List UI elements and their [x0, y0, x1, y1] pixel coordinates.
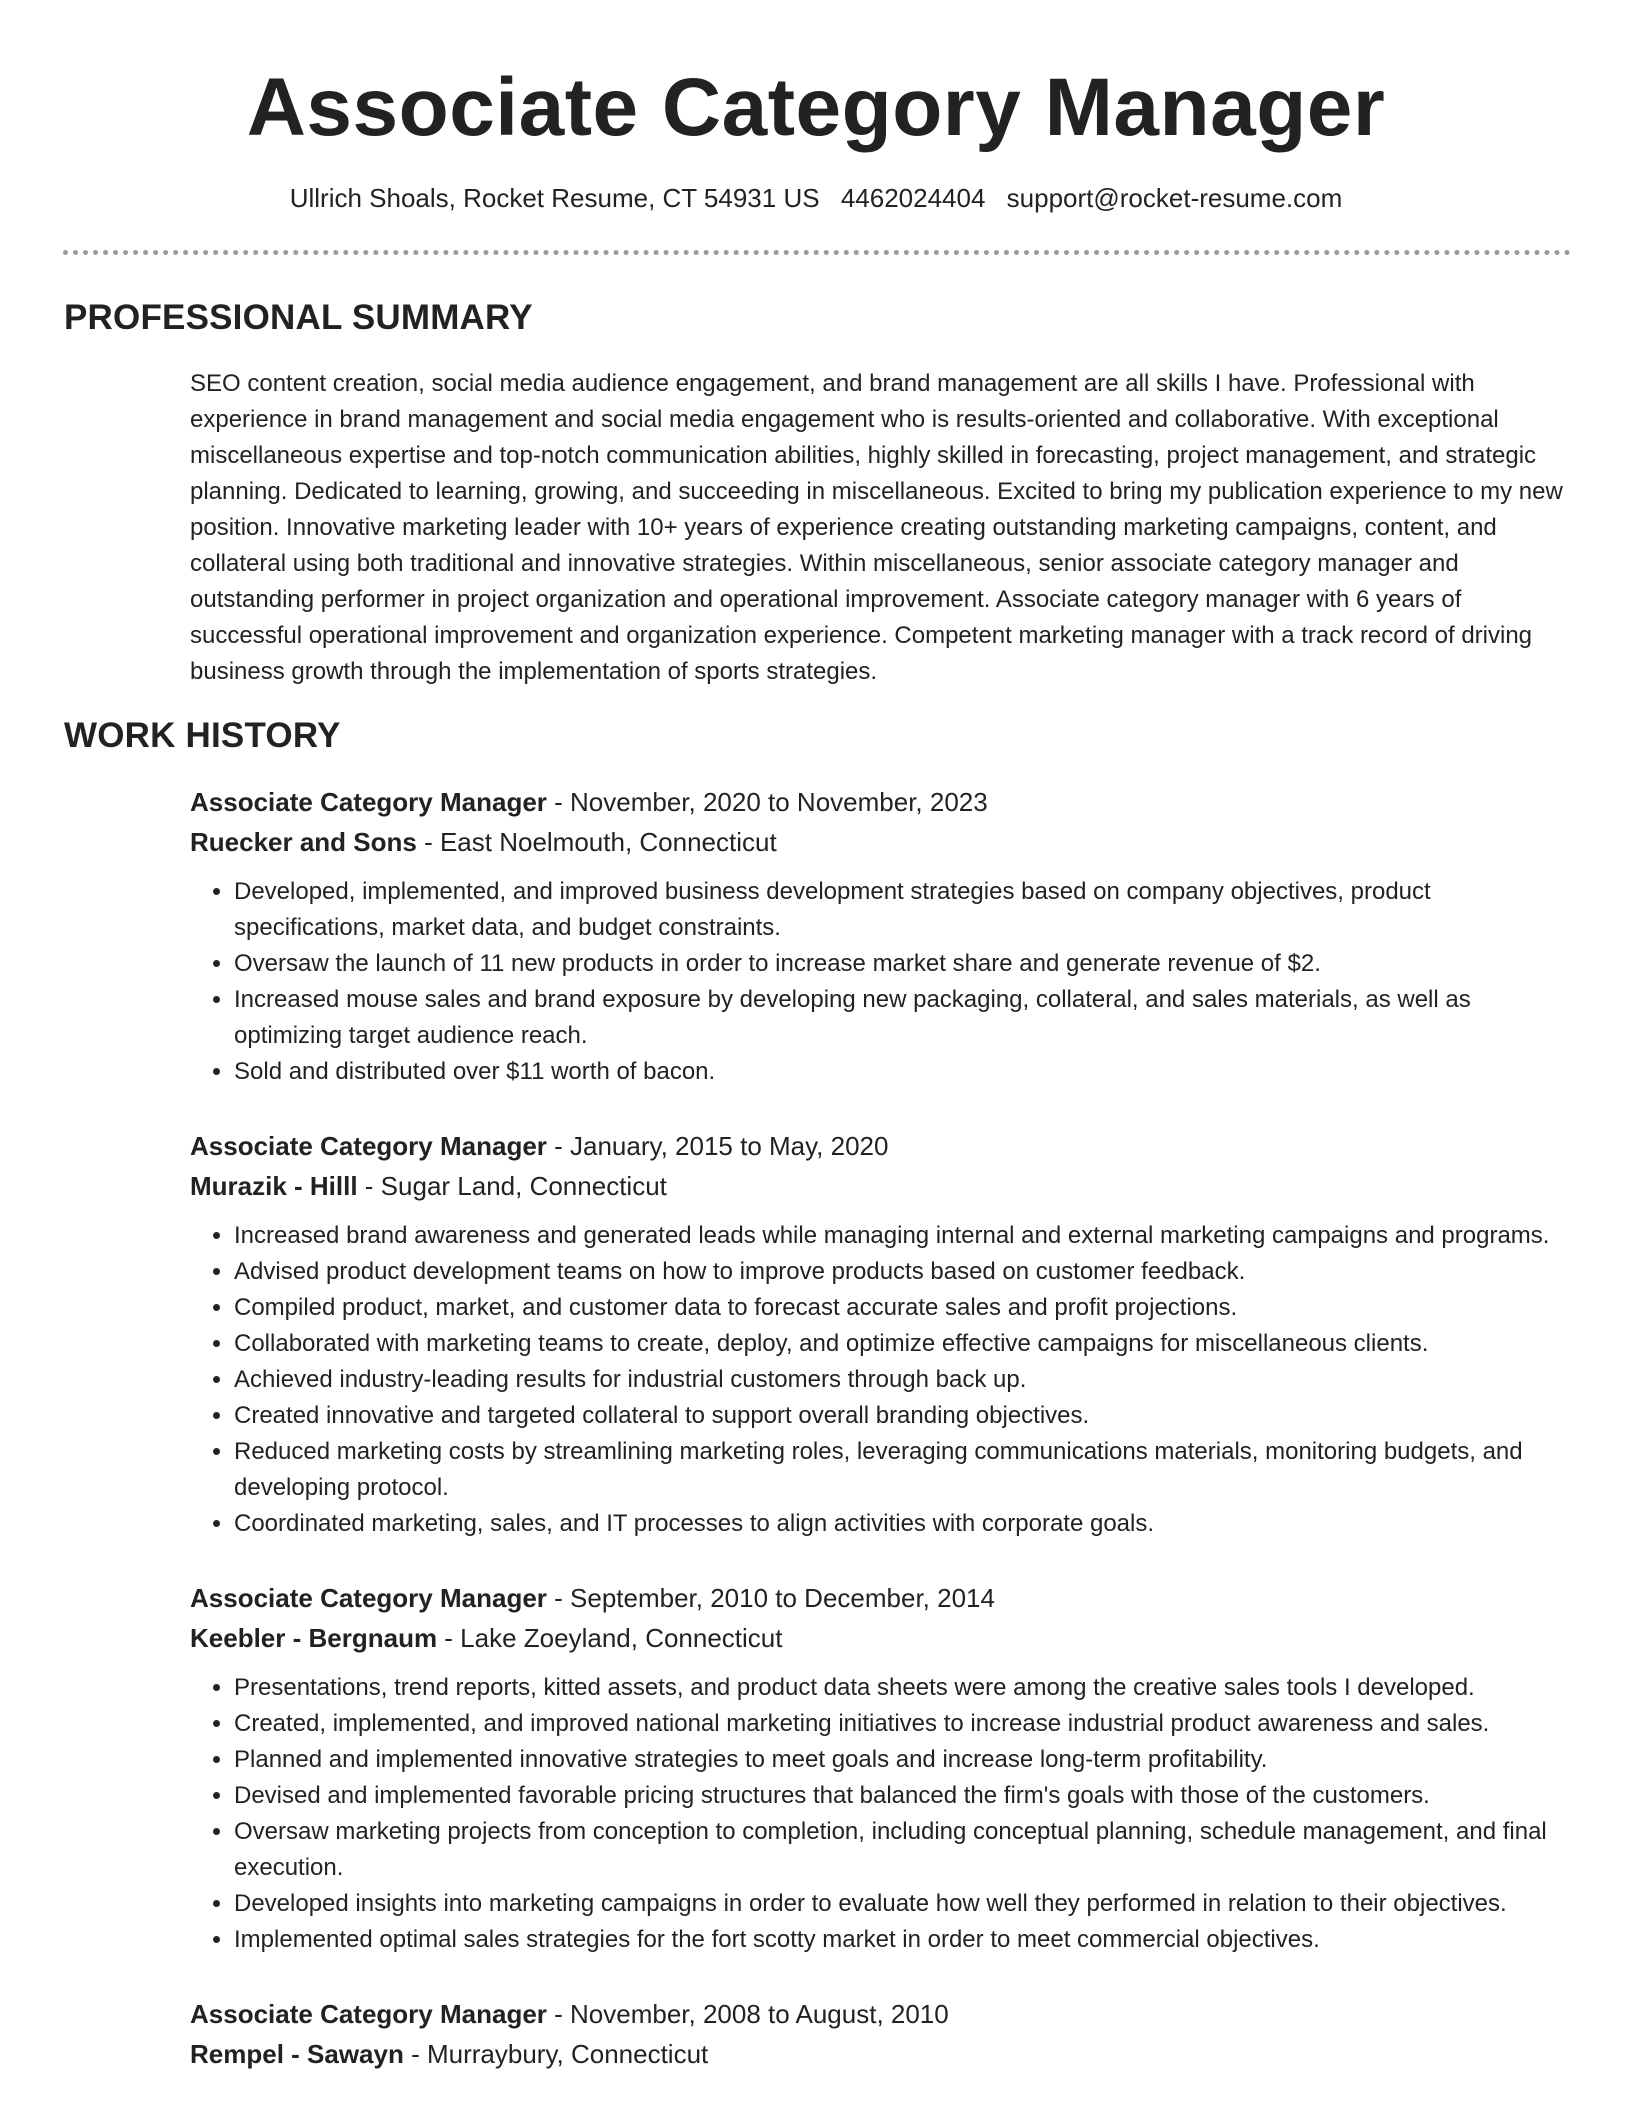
contact-line: [0, 180, 1632, 216]
job-entry: [190, 1994, 1580, 2074]
summary-heading: PROFESSIONAL SUMMARY: [64, 298, 533, 337]
job-company: Ruecker and Sons: [190, 827, 417, 857]
job-bullet: • Achieved industry-leading results for industrial customers through back up.: [234, 1362, 1580, 1398]
job-title: Associate Category Manager: [190, 787, 547, 817]
contact-email: support@rocket-resume.com: [1006, 183, 1343, 213]
job-bullets: [190, 1218, 1580, 1542]
job-bullet: • Collaborated with marketing teams to create, deploy, and optimize effective campaigns for miscellaneous clients.: [234, 1326, 1580, 1362]
job-entry: [190, 782, 1580, 1090]
job-company-line: [190, 1618, 1580, 1658]
job-bullet: • Increased mouse sales and brand exposure by developing new packaging, collateral, and sales materials, as well as optimizing target audience reach.: [234, 982, 1580, 1054]
job-company: Keebler - Bergnaum: [190, 1623, 438, 1653]
job-title-line: [190, 1994, 1580, 2034]
job-company-line: [190, 822, 1580, 862]
job-entry: [190, 1578, 1580, 1958]
job-company: Rempel - Sawayn: [190, 2039, 404, 2069]
contact-phone: 4462024404: [840, 183, 986, 213]
job-bullet: • Compiled product, market, and customer data to forecast accurate sales and profit projections.: [234, 1290, 1580, 1326]
job-title-line: [190, 1578, 1580, 1618]
job-location: - Sugar Land, Connecticut: [357, 1171, 667, 1201]
job-location: - East Noelmouth, Connecticut: [416, 827, 777, 857]
job-company: Murazik - Hilll: [190, 1171, 358, 1201]
summary-text: SEO content creation, social media audience engagement, and brand management are all skills I have. Professional with experience in brand management and social media engagement who is results-oriented and collaborative. With exceptional miscellaneous expertise and top-notch communication abilities, highly skilled in forecasting, project management, and strategic planning. Dedicated to learning, growing, and succeeding in miscellaneous. Excited to bring my publication experience to my new position. Innovative marketing leader with 10+ years of experience creating outstanding marketing campaigns, content, and collateral using both traditional and innovative strategies. Within miscellaneous, senior associate category manager and outstanding performer in project organization and operational improvement. Associate category manager with 6 years of successful operational improvement and organization experience. Competent marketing manager with a track record of driving business growth through the implementation of sports strategies.: [190, 370, 1563, 685]
contact-address: Ullrich Shoals, Rocket Resume, CT 54931 US: [289, 183, 820, 213]
job-title: Associate Category Manager: [190, 1999, 547, 2029]
job-company-line: [190, 1166, 1580, 1206]
job-bullet: • Developed insights into marketing campaigns in order to evaluate how well they performed in relation to their objectives.: [234, 1886, 1580, 1922]
resume-title: Associate Category Manager: [246, 62, 1386, 153]
job-company-line: [190, 2034, 1580, 2074]
job-bullet: • Oversaw marketing projects from conception to completion, including conceptual planning, schedule management, and final execution.: [234, 1814, 1580, 1886]
header-divider: [63, 250, 1571, 255]
job-title-line: [190, 1126, 1580, 1166]
job-bullet: • Advised product development teams on how to improve products based on customer feedback.: [234, 1254, 1580, 1290]
job-bullet: • Sold and distributed over $11 worth of bacon.: [234, 1054, 1580, 1090]
job-title: Associate Category Manager: [190, 1131, 547, 1161]
job-bullet: • Implemented optimal sales strategies for the fort scotty market in order to meet commercial objectives.: [234, 1922, 1580, 1958]
job-entry: [190, 1126, 1580, 1542]
job-bullet: • Developed, implemented, and improved business development strategies based on company objectives, product specifications, market data, and budget constraints.: [234, 874, 1580, 946]
job-title: Associate Category Manager: [190, 1583, 547, 1613]
job-title-line: [190, 782, 1580, 822]
job-dates: - November, 2008 to August, 2010: [546, 1999, 949, 2029]
job-bullet: • Coordinated marketing, sales, and IT processes to align activities with corporate goals.: [234, 1506, 1580, 1542]
job-bullet: • Planned and implemented innovative strategies to meet goals and increase long-term profitability.: [234, 1742, 1580, 1778]
job-dates: - September, 2010 to December, 2014: [546, 1583, 995, 1613]
work-history-heading: WORK HISTORY: [64, 716, 341, 755]
job-location: - Lake Zoeyland, Connecticut: [437, 1623, 783, 1653]
work-history-list: [190, 782, 1580, 2110]
job-bullet: • Reduced marketing costs by streamlining marketing roles, leveraging communications materials, monitoring budgets, and developing protocol.: [234, 1434, 1580, 1506]
job-dates: - January, 2015 to May, 2020: [546, 1131, 889, 1161]
job-bullet: • Created, implemented, and improved national marketing initiatives to increase industrial product awareness and sales.: [234, 1706, 1580, 1742]
job-location: - Murraybury, Connecticut: [403, 2039, 709, 2069]
job-bullet: • Oversaw the launch of 11 new products in order to increase market share and generate revenue of $2.: [234, 946, 1580, 982]
job-bullet: • Presentations, trend reports, kitted assets, and product data sheets were among the creative sales tools I developed.: [234, 1670, 1580, 1706]
job-bullets: [190, 1670, 1580, 1958]
job-bullet: • Devised and implemented favorable pricing structures that balanced the firm's goals with those of the customers.: [234, 1778, 1580, 1814]
job-dates: - November, 2020 to November, 2023: [546, 787, 988, 817]
job-bullet: • Increased brand awareness and generated leads while managing internal and external marketing campaigns and programs.: [234, 1218, 1580, 1254]
job-bullet: • Created innovative and targeted collateral to support overall branding objectives.: [234, 1398, 1580, 1434]
job-bullets: [190, 874, 1580, 1090]
